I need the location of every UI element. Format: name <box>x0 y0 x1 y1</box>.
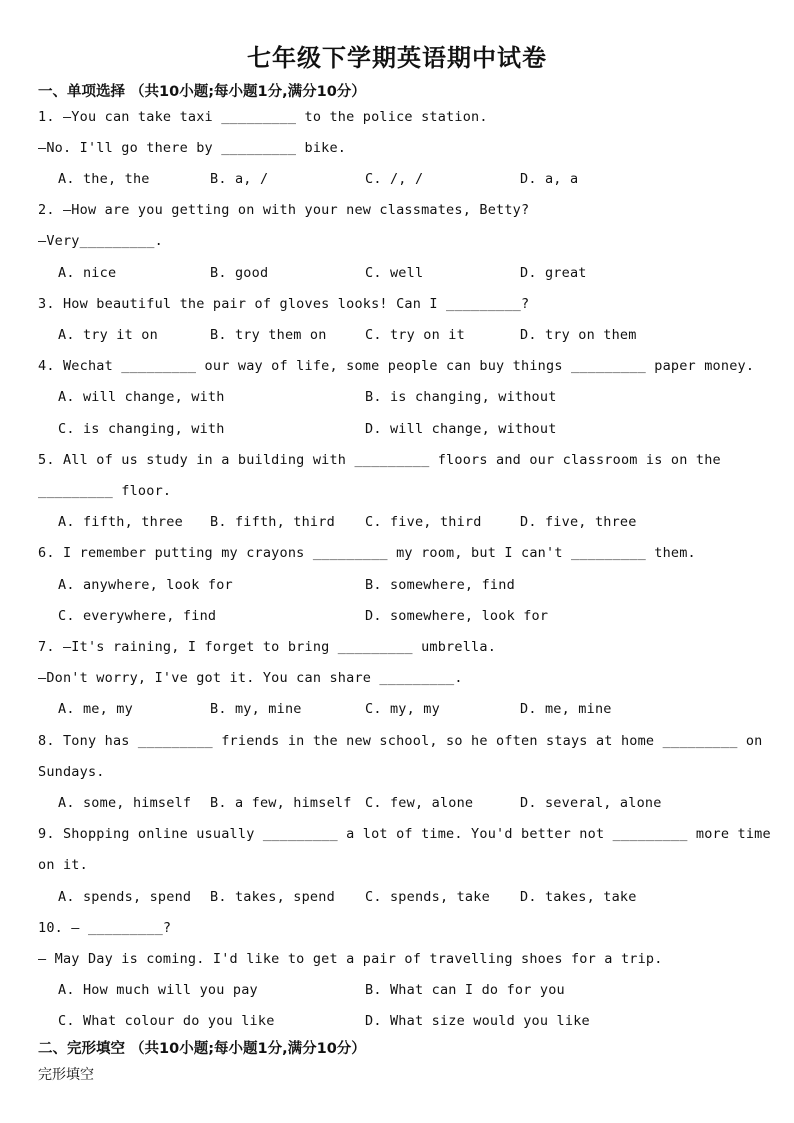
question-7-option-c[interactable]: C. my, my <box>365 701 440 717</box>
question-10-line-2: — May Day is coming. I'd like to get a pair of travelling shoes for a trip. <box>38 951 663 967</box>
question-6-option-c[interactable]: C. everywhere, find <box>58 608 217 624</box>
question-5-option-c[interactable]: C. five, third <box>365 514 482 530</box>
question-9-option-b[interactable]: B. takes, spend <box>210 889 335 905</box>
question-1-option-c[interactable]: C. /, / <box>365 171 424 187</box>
question-8-option-b[interactable]: B. a few, himself <box>210 795 352 811</box>
question-10-line-1: 10. — _________? <box>38 920 172 936</box>
question-10-option-b[interactable]: B. What can I do for you <box>365 982 565 998</box>
question-10-option-c[interactable]: C. What colour do you like <box>58 1013 275 1029</box>
section-2-subtitle: 完形填空 <box>38 1067 94 1083</box>
question-8-line-1: 8. Tony has _________ friends in the new school, so he often stays at home _________ on <box>38 733 763 749</box>
question-9-option-d[interactable]: D. takes, take <box>520 889 637 905</box>
question-7-option-a[interactable]: A. me, my <box>58 701 133 717</box>
question-7-option-b[interactable]: B. my, mine <box>210 701 302 717</box>
question-1-line-1: 1. —You can take taxi _________ to the police station. <box>38 109 488 125</box>
question-2-line-2: —Very_________. <box>38 233 163 249</box>
question-5-option-d[interactable]: D. five, three <box>520 514 637 530</box>
question-2-option-d[interactable]: D. great <box>520 265 587 281</box>
question-2-option-b[interactable]: B. good <box>210 265 269 281</box>
section-2-header: 二、完形填空 （共10小题;每小题1分,满分10分） <box>38 1041 366 1057</box>
question-8-line-2: Sundays. <box>38 764 105 780</box>
question-9-option-c[interactable]: C. spends, take <box>365 889 490 905</box>
question-2-option-a[interactable]: A. nice <box>58 265 117 281</box>
question-4-option-b[interactable]: B. is changing, without <box>365 389 557 405</box>
question-1-option-d[interactable]: D. a, a <box>520 171 579 187</box>
question-7-line-2: —Don't worry, I've got it. You can share _________. <box>38 670 463 686</box>
question-6-option-b[interactable]: B. somewhere, find <box>365 577 515 593</box>
question-6-option-a[interactable]: A. anywhere, look for <box>58 577 233 593</box>
question-3-option-b[interactable]: B. try them on <box>210 327 327 343</box>
question-7-option-d[interactable]: D. me, mine <box>520 701 612 717</box>
question-5-line-1: 5. All of us study in a building with _________ floors and our classroom is on the <box>38 452 721 468</box>
question-1-option-a[interactable]: A. the, the <box>58 171 150 187</box>
question-3-option-a[interactable]: A. try it on <box>58 327 158 343</box>
question-10-option-d[interactable]: D. What size would you like <box>365 1013 590 1029</box>
question-10-option-a[interactable]: A. How much will you pay <box>58 982 258 998</box>
question-5-line-2: _________ floor. <box>38 483 172 499</box>
question-6-line-1: 6. I remember putting my crayons _________ my room, but I can't _________ them. <box>38 545 696 561</box>
question-9-line-2: on it. <box>38 857 88 873</box>
section-1-header: 一、单项选择 （共10小题;每小题1分,满分10分） <box>38 84 366 100</box>
question-4-option-a[interactable]: A. will change, with <box>58 389 225 405</box>
question-7-line-1: 7. —It's raining, I forget to bring _________ umbrella. <box>38 639 497 655</box>
question-5-option-b[interactable]: B. fifth, third <box>210 514 335 530</box>
question-8-option-a[interactable]: A. some, himself <box>58 795 192 811</box>
question-9-option-a[interactable]: A. spends, spend <box>58 889 192 905</box>
question-3-line-1: 3. How beautiful the pair of gloves looks! Can I _________? <box>38 296 530 312</box>
question-6-option-d[interactable]: D. somewhere, look for <box>365 608 549 624</box>
question-2-line-1: 2. —How are you getting on with your new classmates, Betty? <box>38 202 530 218</box>
question-3-option-d[interactable]: D. try on them <box>520 327 637 343</box>
question-5-option-a[interactable]: A. fifth, three <box>58 514 183 530</box>
question-1-option-b[interactable]: B. a, / <box>210 171 269 187</box>
question-9-line-1: 9. Shopping online usually _________ a lot of time. You'd better not _________ more time <box>38 826 771 842</box>
question-8-option-d[interactable]: D. several, alone <box>520 795 662 811</box>
question-1-line-2: —No. I'll go there by _________ bike. <box>38 140 347 156</box>
question-2-option-c[interactable]: C. well <box>365 265 424 281</box>
question-4-option-d[interactable]: D. will change, without <box>365 421 557 437</box>
question-8-option-c[interactable]: C. few, alone <box>365 795 474 811</box>
question-3-option-c[interactable]: C. try on it <box>365 327 465 343</box>
page-title: 七年级下学期英语期中试卷 <box>247 44 547 72</box>
question-4-line-1: 4. Wechat _________ our way of life, some people can buy things _________ paper money. <box>38 358 755 374</box>
question-4-option-c[interactable]: C. is changing, with <box>58 421 225 437</box>
